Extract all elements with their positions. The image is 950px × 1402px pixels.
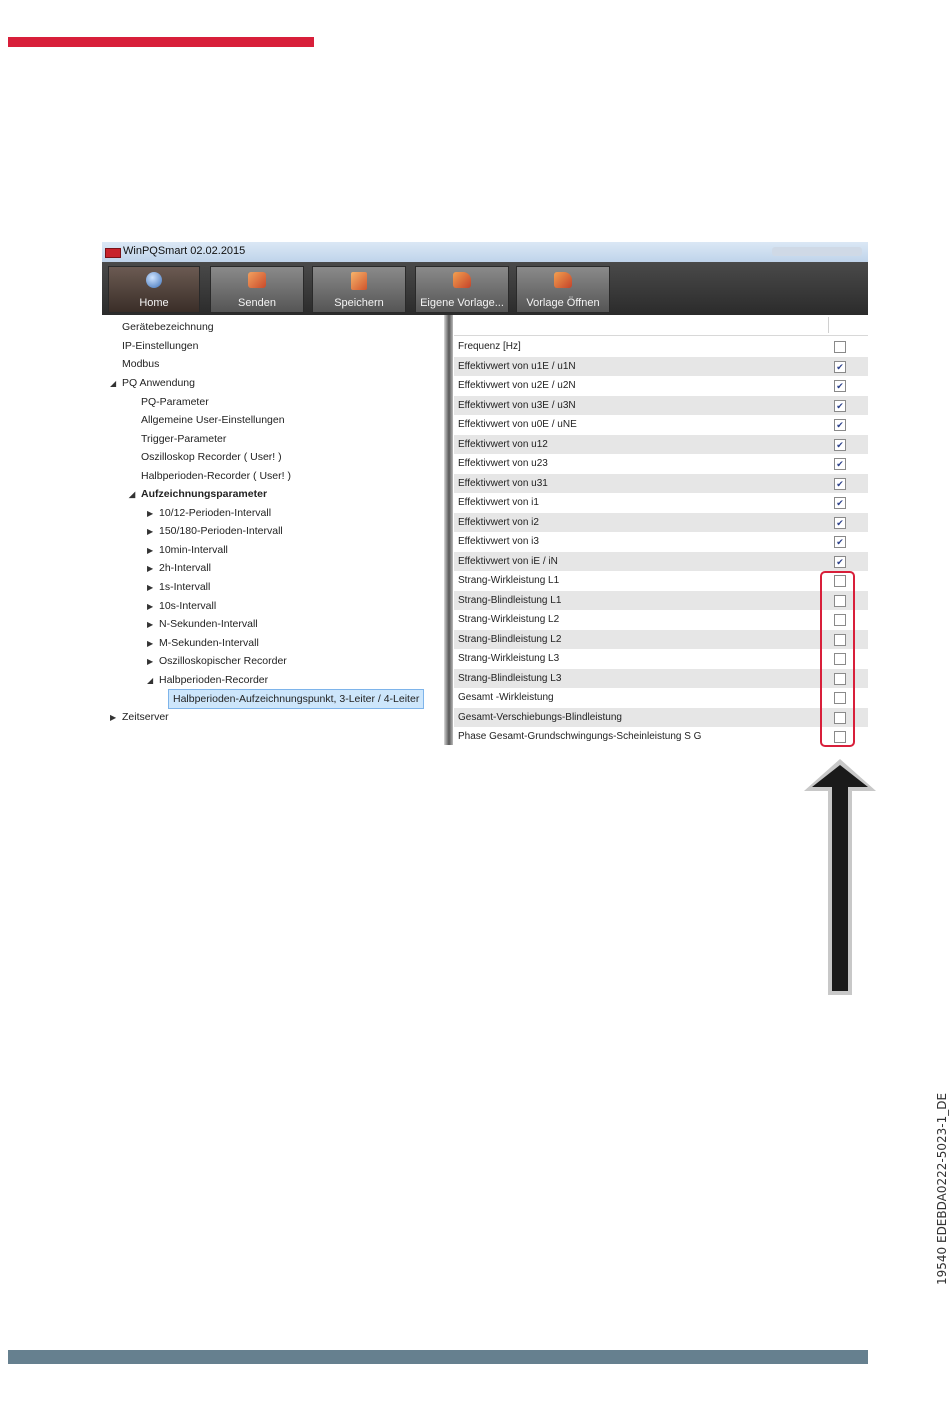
grid-row-label: Effektivwert von i2 bbox=[458, 516, 539, 528]
collapsed-arrow-icon[interactable]: ▶ bbox=[147, 546, 154, 555]
grid-row bbox=[454, 571, 868, 591]
tree-item-label: 10/12-Perioden-Intervall bbox=[159, 507, 272, 519]
grid-row bbox=[454, 337, 868, 357]
tree-item-label: 1s-Intervall bbox=[159, 581, 211, 593]
tree-item-10min[interactable] bbox=[147, 541, 228, 559]
grid-row bbox=[454, 669, 868, 689]
up-arrow-icon bbox=[800, 755, 880, 1000]
tree-item-trigger-parameter[interactable] bbox=[141, 430, 226, 448]
grid-row-label: Strang-Blindleistung L1 bbox=[458, 594, 562, 606]
home-icon bbox=[146, 272, 162, 288]
grid-row bbox=[454, 610, 868, 630]
grid-row bbox=[454, 727, 868, 745]
grid-row-label: Phase Gesamt-Grundschwingungs-Scheinleistung S G bbox=[458, 731, 702, 742]
collapsed-arrow-icon[interactable]: ▶ bbox=[147, 527, 154, 536]
grid-row-label: Gesamt-Verschiebungs-Blindleistung bbox=[458, 711, 622, 723]
grid-row-label: Strang-Blindleistung L3 bbox=[458, 672, 562, 684]
collapsed-arrow-icon[interactable]: ▶ bbox=[110, 713, 117, 722]
tree-item-ip-einstellungen[interactable] bbox=[122, 337, 198, 355]
tree-item-pq-parameter[interactable] bbox=[141, 393, 209, 411]
own-template-button[interactable] bbox=[415, 266, 509, 313]
pane-splitter[interactable] bbox=[445, 315, 453, 745]
home-button[interactable] bbox=[108, 266, 200, 313]
checkbox-checked[interactable]: ✔ bbox=[834, 400, 846, 412]
send-icon bbox=[248, 272, 266, 288]
tree-item-label: M-Sekunden-Intervall bbox=[159, 637, 259, 649]
expanded-arrow-icon[interactable]: ◢ bbox=[110, 379, 117, 388]
measurement-grid bbox=[454, 315, 868, 745]
app-icon bbox=[105, 248, 121, 258]
grid-row-label: Effektivwert von i1 bbox=[458, 497, 539, 508]
tree-item-2h[interactable] bbox=[147, 559, 211, 577]
tree-item-10s[interactable] bbox=[147, 597, 216, 615]
checkbox-checked[interactable]: ✔ bbox=[834, 419, 846, 431]
save-button[interactable] bbox=[312, 266, 406, 313]
grid-row bbox=[454, 708, 868, 728]
grid-row-label: Effektivwert von u23 bbox=[458, 458, 548, 469]
tree-item-label: Aufzeichnungsparameter bbox=[141, 488, 268, 500]
tree-item-halbperioden-recorder[interactable] bbox=[147, 671, 268, 689]
tree-item-10-12-perioden[interactable] bbox=[147, 504, 271, 522]
collapsed-arrow-icon[interactable]: ▶ bbox=[147, 639, 154, 648]
template-icon bbox=[453, 272, 471, 288]
footer-bar bbox=[8, 1350, 868, 1364]
grid-row bbox=[454, 376, 868, 396]
grid-row bbox=[454, 493, 868, 513]
tree-item-label: PQ-Parameter bbox=[141, 396, 209, 408]
open-template-icon bbox=[554, 272, 572, 288]
save-button-label: Speichern bbox=[334, 297, 384, 309]
app-window bbox=[102, 242, 868, 745]
grid-row-label: Effektivwert von u2E / u2N bbox=[458, 380, 576, 391]
checkbox-checked[interactable]: ✔ bbox=[834, 439, 846, 451]
collapsed-arrow-icon[interactable]: ▶ bbox=[147, 583, 154, 592]
checkbox-checked[interactable]: ✔ bbox=[834, 517, 846, 529]
grid-row bbox=[454, 532, 868, 552]
save-icon bbox=[351, 272, 367, 290]
open-template-button-label: Vorlage Öffnen bbox=[526, 297, 600, 309]
checkbox-checked[interactable]: ✔ bbox=[834, 361, 846, 373]
tree-item-zeitserver[interactable] bbox=[110, 708, 169, 726]
expanded-arrow-icon[interactable]: ◢ bbox=[147, 676, 154, 685]
expanded-arrow-icon[interactable]: ◢ bbox=[129, 490, 136, 499]
tree-item-aufzeichnungsparameter[interactable] bbox=[129, 485, 267, 503]
grid-row bbox=[454, 454, 868, 474]
grid-row-label: Effektivwert von u3E / u3N bbox=[458, 399, 576, 411]
checkbox-checked[interactable]: ✔ bbox=[834, 380, 846, 392]
home-button-label: Home bbox=[139, 297, 169, 309]
checkbox-highlight-frame bbox=[820, 571, 855, 747]
tree-item-modbus[interactable] bbox=[122, 355, 159, 373]
tree-item-label: Halbperioden-Recorder ( User! ) bbox=[141, 470, 291, 482]
tree-item-oszilloskopischer-recorder[interactable] bbox=[147, 652, 287, 670]
tree-item-label: Allgemeine User-Einstellungen bbox=[141, 414, 285, 426]
grid-row bbox=[454, 630, 868, 650]
own-template-button-label: Eigene Vorlage... bbox=[420, 297, 504, 309]
grid-row bbox=[454, 396, 868, 416]
grid-row bbox=[454, 357, 868, 377]
checkbox-checked[interactable]: ✔ bbox=[834, 536, 846, 548]
grid-row bbox=[454, 474, 868, 494]
collapsed-arrow-icon[interactable]: ▶ bbox=[147, 620, 154, 629]
tree-item-user-einstellungen[interactable] bbox=[141, 411, 285, 429]
grid-row-label: Effektivwert von u0E / uNE bbox=[458, 419, 577, 430]
tree-item-label: 2h-Intervall bbox=[159, 562, 211, 574]
title-bar-controls bbox=[772, 247, 862, 256]
tree-item-halbperioden-aufzeichnungspunkt[interactable] bbox=[168, 689, 424, 709]
tree-item-m-sekunden[interactable] bbox=[147, 634, 259, 652]
grid-header bbox=[454, 315, 868, 336]
tree-item-label: 10min-Intervall bbox=[159, 544, 228, 556]
send-button[interactable] bbox=[210, 266, 304, 313]
collapsed-arrow-icon[interactable]: ▶ bbox=[147, 657, 154, 666]
send-button-label: Senden bbox=[238, 297, 276, 309]
grid-row bbox=[454, 435, 868, 455]
tree-item-1s[interactable] bbox=[147, 578, 210, 596]
checkbox-checked[interactable]: ✔ bbox=[834, 458, 846, 470]
tree-item-oszilloskop-recorder-user[interactable] bbox=[141, 448, 282, 466]
column-divider[interactable] bbox=[828, 317, 829, 333]
grid-row-label: Effektivwert von iE / iN bbox=[458, 555, 558, 567]
grid-row bbox=[454, 415, 868, 435]
grid-row-label: Effektivwert von u1E / u1N bbox=[458, 360, 576, 372]
tree-item-n-sekunden[interactable] bbox=[147, 615, 258, 633]
grid-row-label: Frequenz [Hz] bbox=[458, 341, 521, 352]
grid-row bbox=[454, 513, 868, 533]
tree-item-label: Oszilloskop Recorder ( User! ) bbox=[141, 451, 282, 463]
grid-row-label: Effektivwert von i3 bbox=[458, 536, 539, 547]
checkbox-checked[interactable]: ✔ bbox=[834, 478, 846, 490]
title-bar bbox=[102, 242, 868, 263]
collapsed-arrow-icon[interactable]: ▶ bbox=[147, 602, 154, 611]
tree-item-label: N-Sekunden-Intervall bbox=[159, 618, 258, 630]
grid-row bbox=[454, 649, 868, 669]
grid-row-label: Gesamt -Wirkleistung bbox=[458, 692, 554, 703]
tree-item-label: Zeitserver bbox=[122, 711, 169, 723]
tree-item-geraetebezeichnung[interactable] bbox=[122, 318, 214, 336]
collapsed-arrow-icon[interactable]: ▶ bbox=[147, 509, 154, 518]
tree-item-label: Trigger-Parameter bbox=[141, 433, 227, 445]
open-template-button[interactable] bbox=[516, 266, 610, 313]
window-title: WinPQSmart 02.02.2015 bbox=[123, 245, 246, 257]
tree-item-label: Oszilloskopischer Recorder bbox=[159, 655, 287, 667]
grid-row bbox=[454, 591, 868, 611]
tree-item-label: Gerätebezeichnung bbox=[122, 321, 214, 333]
settings-tree bbox=[102, 315, 445, 745]
grid-row bbox=[454, 552, 868, 572]
tree-item-label: IP-Einstellungen bbox=[122, 340, 199, 352]
grid-row-label: Effektivwert von u12 bbox=[458, 438, 548, 450]
checkbox-checked[interactable]: ✔ bbox=[834, 497, 846, 509]
grid-row-label: Effektivwert von u31 bbox=[458, 477, 548, 489]
grid-row bbox=[454, 688, 868, 708]
tree-item-pq-anwendung[interactable] bbox=[110, 374, 195, 392]
checkbox-checked[interactable]: ✔ bbox=[834, 556, 846, 568]
checkbox-unchecked[interactable] bbox=[834, 341, 846, 353]
tree-item-label: Halbperioden-Recorder bbox=[159, 674, 269, 686]
document-id: 19540 EDEBDA0222-5023-1_DE bbox=[935, 1092, 949, 1285]
grid-row-label: Strang-Blindleistung L2 bbox=[458, 633, 562, 645]
tree-item-halbperioden-recorder-user[interactable] bbox=[141, 467, 291, 485]
grid-row-label: Strang-Wirkleistung L3 bbox=[458, 653, 560, 664]
tree-item-label: Halbperioden-Aufzeichnungspunkt, 3-Leiter / 4-Leiter bbox=[173, 693, 420, 705]
collapsed-arrow-icon[interactable]: ▶ bbox=[147, 564, 154, 573]
tree-item-label: PQ Anwendung bbox=[122, 377, 195, 389]
tree-item-label: 150/180-Perioden-Intervall bbox=[159, 525, 283, 537]
tree-item-label: Modbus bbox=[122, 358, 160, 370]
grid-row-label: Strang-Wirkleistung L2 bbox=[458, 614, 560, 625]
grid-row-label: Strang-Wirkleistung L1 bbox=[458, 575, 560, 586]
tree-item-150-180-perioden[interactable] bbox=[147, 522, 283, 540]
toolbar bbox=[102, 262, 868, 315]
tree-item-label: 10s-Intervall bbox=[159, 600, 217, 612]
header-accent-bar bbox=[8, 37, 314, 47]
